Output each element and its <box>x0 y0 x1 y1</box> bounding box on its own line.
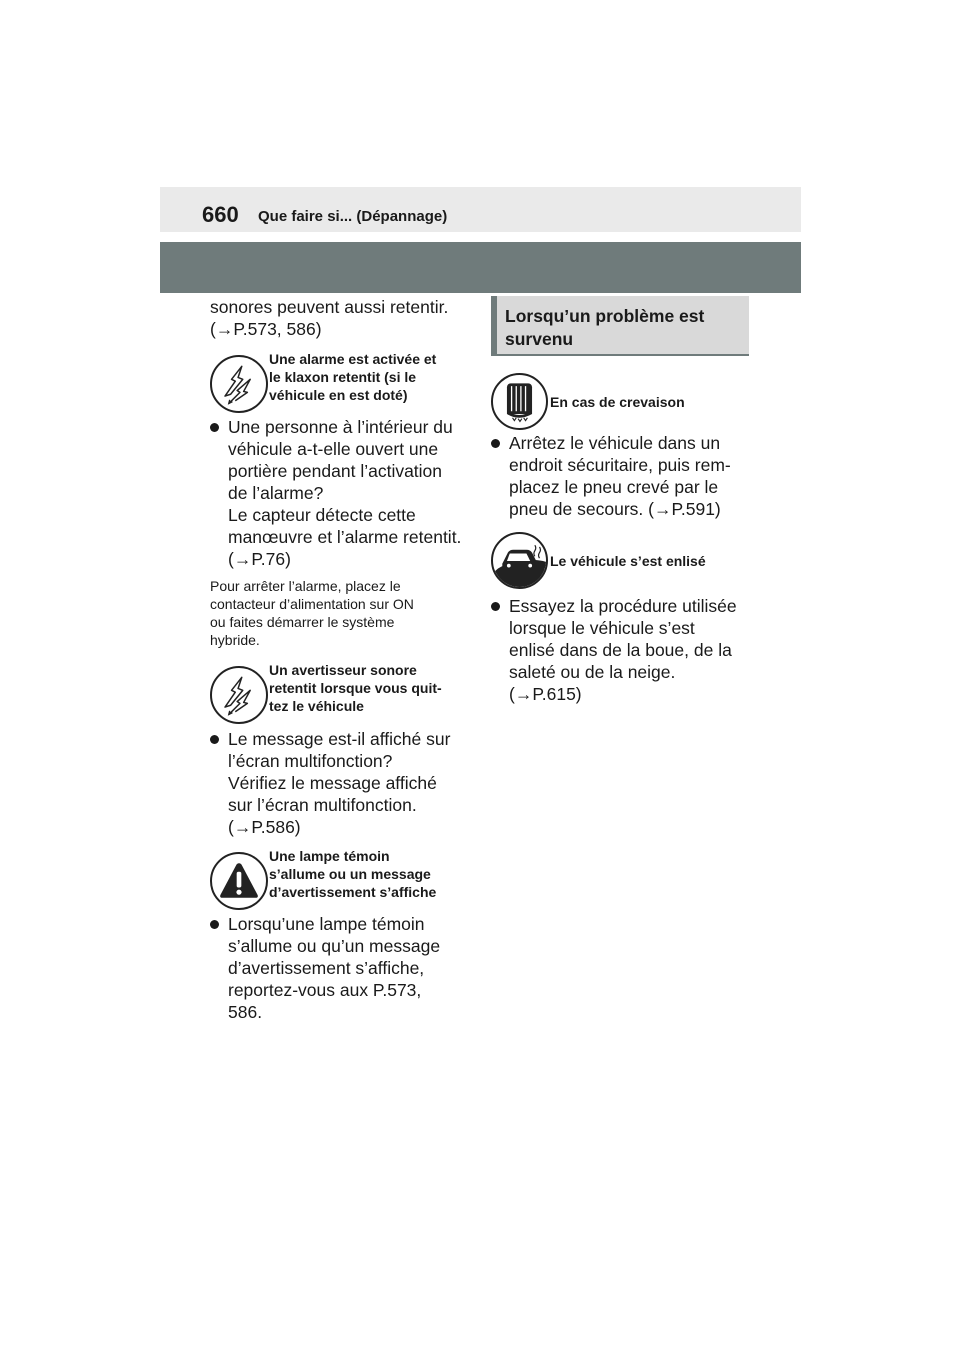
bullet-dot <box>491 439 500 448</box>
warning-light-label: Une lampe témoin s’allume ou un message d’avertissement s’affiche <box>269 848 437 900</box>
running-title: Que faire si... (Dépannage) <box>258 208 448 225</box>
bullet-dot <box>210 920 219 929</box>
stuck-car-icon <box>491 532 548 589</box>
buzzer-warning-label: Un avertisseur sonore retentit lorsque vous quit- tez le véhicule <box>269 662 442 714</box>
bullet-dot <box>210 423 219 432</box>
exclamation-triangle-icon <box>210 852 268 910</box>
flat-tire-icon <box>491 373 548 430</box>
electric-warning-icon <box>210 355 268 413</box>
stuck-vehicle-label: Le véhicule s’est enlisé <box>550 553 706 569</box>
stuck-vehicle-block <box>491 532 749 590</box>
flat-tire-label: En cas de crevaison <box>550 394 685 410</box>
electric-warning-icon <box>210 666 268 724</box>
bullet-dot <box>491 602 500 611</box>
flat-tire-block <box>491 373 749 431</box>
list-item-door-opened: Une personne à l’intérieur du véhicule a-t-elle ouvert une portière pendant l’activation de l’alarme? Le capteur détecte cette manœuvre et l’alarme retentit. (→P.76) <box>210 416 472 570</box>
section-bar <box>160 242 801 293</box>
section-heading <box>491 296 749 356</box>
warning-light-block <box>210 847 470 917</box>
continued-text: sonores peuvent aussi retentir. (→P.573, 586) <box>210 297 449 339</box>
alarm-warning-label: Une alarme est activée et le klaxon retentit (si le véhicule en est doté) <box>269 351 437 403</box>
list-item-stuck-vehicle: Essayez la procédure utilisée lorsque le véhicule s’est enlisé dans de la boue, de la saleté ou de la neige. (→P.615) <box>491 595 753 705</box>
list-item-warning-light: Lorsqu’une lampe témoin s’allume ou qu’un message d’avertissement s’affiche, reportez-vous aux P.573, 586. <box>210 913 472 1023</box>
alarm-warning-block <box>210 350 470 420</box>
note-stop-alarm: Pour arrêter l’alarme, placez le contacteur d’alimentation sur ON ou faites démarrer le système hybride. <box>210 578 414 648</box>
bullet-dot <box>210 735 219 744</box>
section-heading-text: Lorsqu’un problème est survenu <box>505 306 705 349</box>
buzzer-warning-block <box>210 661 470 731</box>
header-band <box>160 187 801 232</box>
list-item-flat-tire: Arrêtez le véhicule dans un endroit sécuritaire, puis rem- placez le pneu crevé par le pneu de secours. (→P.591) <box>491 432 753 520</box>
page-number: 660 <box>202 202 239 227</box>
list-item-multi-display: Le message est-il affiché sur l’écran multifonction? Vérifiez le message affiché sur l’écran multifonction. (→P.586) <box>210 728 472 838</box>
